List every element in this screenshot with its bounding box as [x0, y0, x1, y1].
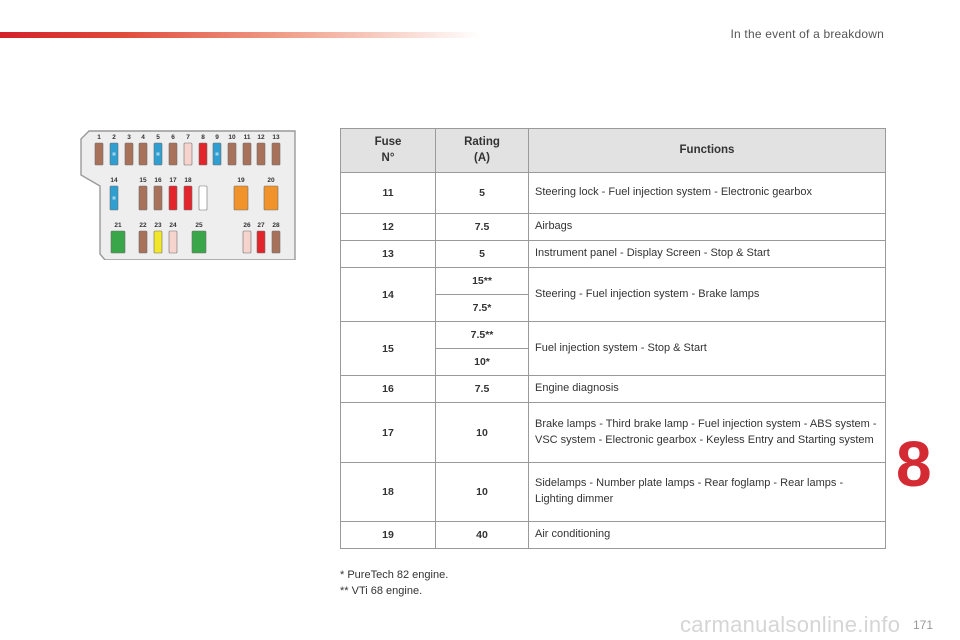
header-rating-line1: Rating: [464, 135, 500, 148]
fuse-15-label: 15: [139, 177, 147, 184]
fuse-18-label: 18: [184, 177, 192, 184]
fuse-19-label: 19: [237, 177, 245, 184]
fuse-21-label: 21: [114, 222, 122, 229]
fuse-16-label: 16: [154, 177, 162, 184]
fuse-function: Steering - Fuel injection system - Brake lamps: [529, 268, 886, 322]
fuse-10-label: 10: [228, 134, 236, 141]
fuse-7-slot: [184, 143, 192, 165]
fuse-rating: 5: [436, 241, 529, 268]
fuse-1-slot: [95, 143, 103, 165]
fuse-27-slot: [257, 231, 265, 253]
fuse-function: Brake lamps - Third brake lamp - Fuel injection system - ABS system - VSC system - Electronic gearbox - Keyless Entry and Starting system: [529, 403, 886, 463]
fuse-rating: 7.5: [436, 376, 529, 403]
fuse-20-label: 20: [267, 177, 275, 184]
fuse-function: Engine diagnosis: [529, 376, 886, 403]
header-rating-line2: (A): [474, 151, 490, 164]
footnotes: [340, 567, 448, 599]
fuse-number: 19: [341, 522, 436, 549]
watermark: carmanualsonline.info: [680, 612, 901, 637]
fuse-14-label: 14: [110, 177, 118, 184]
fuse-12-slot: [257, 143, 265, 165]
fuse-box-svg: [80, 130, 296, 260]
fuse-2-highlight: [113, 153, 116, 156]
table-row: [341, 522, 886, 549]
table-row: [341, 214, 886, 241]
fuse-number: 14: [341, 268, 436, 322]
fuse-6-label: 6: [171, 134, 175, 141]
fuse-rating: 10: [436, 403, 529, 463]
fuse-16-slot: [154, 186, 162, 210]
fuse-3-slot: [125, 143, 133, 165]
fuse-4-label: 4: [141, 134, 145, 141]
fuse-rating: 15**: [436, 268, 529, 295]
fuse-21-slot: [111, 231, 125, 253]
fuse-12-label: 12: [257, 134, 265, 141]
fuse-14-highlight: [113, 197, 116, 200]
fuse-27-label: 27: [257, 222, 265, 229]
footnote-double-asterisk: ** VTi 68 engine.: [340, 585, 423, 597]
fuse-22-label: 22: [139, 222, 147, 229]
fuse-11-label: 11: [243, 134, 251, 141]
fuse-function: Air conditioning: [529, 522, 886, 549]
header-fuse-line2: N°: [381, 151, 395, 164]
fuse-22-slot: [139, 231, 147, 253]
footnote-single-asterisk: * PureTech 82 engine.: [340, 569, 449, 581]
fuse-number: 16: [341, 376, 436, 403]
fuse-3-label: 3: [127, 134, 131, 141]
fuse-empty-slot: [199, 186, 207, 210]
fuse-table: [340, 128, 886, 549]
fuse-number: 18: [341, 463, 436, 522]
fuse-9-highlight: [216, 153, 219, 156]
fuse-9-label: 9: [215, 134, 219, 141]
fuse-7-label: 7: [186, 134, 190, 141]
fuse-18-slot: [184, 186, 192, 210]
fuse-26-slot: [243, 231, 251, 253]
fuse-1-label: 1: [97, 134, 101, 141]
header-rating: [436, 129, 529, 173]
chapter-number: 8: [896, 428, 932, 500]
table-row: [341, 403, 886, 463]
fuse-number: 17: [341, 403, 436, 463]
fuse-rating: 40: [436, 522, 529, 549]
fuse-23-label: 23: [154, 222, 162, 229]
fuse-17-label: 17: [169, 177, 177, 184]
fuse-number: 12: [341, 214, 436, 241]
fuse-26-label: 26: [243, 222, 251, 229]
fuse-rating: 10*: [436, 349, 529, 376]
fuse-11-slot: [243, 143, 251, 165]
fuse-13-label: 13: [272, 134, 280, 141]
fuse-8-slot: [199, 143, 207, 165]
table-row: [341, 376, 886, 403]
fuse-17-slot: [169, 186, 177, 210]
fuse-5-label: 5: [156, 134, 160, 141]
header-functions: Functions: [529, 129, 886, 173]
table-row: [341, 322, 886, 349]
fuse-rating: 7.5**: [436, 322, 529, 349]
fuse-number: 11: [341, 173, 436, 214]
fuse-13-slot: [272, 143, 280, 165]
fuse-6-slot: [169, 143, 177, 165]
fuse-10-slot: [228, 143, 236, 165]
fuse-function: Fuel injection system - Stop & Start: [529, 322, 886, 376]
fuse-4-slot: [139, 143, 147, 165]
fuse-box-diagram: [80, 130, 296, 260]
fuse-23-slot: [154, 231, 162, 253]
fuse-25-slot: [192, 231, 206, 253]
header-fuse: [341, 129, 436, 173]
fuse-rating: 7.5*: [436, 295, 529, 322]
fuse-function: Airbags: [529, 214, 886, 241]
fuse-28-label: 28: [272, 222, 280, 229]
fuse-rating: 7.5: [436, 214, 529, 241]
table-row: [341, 173, 886, 214]
fuse-24-slot: [169, 231, 177, 253]
fuse-20-slot: [264, 186, 278, 210]
table-header-row: [341, 129, 886, 173]
table-row: [341, 463, 886, 522]
fuse-rating: 10: [436, 463, 529, 522]
fuse-15-slot: [139, 186, 147, 210]
header-accent-bar: [0, 32, 480, 38]
fuse-28-slot: [272, 231, 280, 253]
fuse-function: Sidelamps - Number plate lamps - Rear foglamp - Rear lamps - Lighting dimmer: [529, 463, 886, 522]
fuse-function: Steering lock - Fuel injection system - Electronic gearbox: [529, 173, 886, 214]
fuse-25-label: 25: [195, 222, 203, 229]
fuse-rating: 5: [436, 173, 529, 214]
fuse-5-highlight: [157, 153, 160, 156]
page-number: 171: [913, 618, 934, 632]
section-title: In the event of a breakdown: [730, 27, 884, 41]
table-row: [341, 268, 886, 295]
fuse-19-slot: [234, 186, 248, 210]
fuse-number: 15: [341, 322, 436, 376]
table-row: [341, 241, 886, 268]
fuse-2-label: 2: [112, 134, 116, 141]
fuse-8-label: 8: [201, 134, 205, 141]
fuse-number: 13: [341, 241, 436, 268]
fuse-24-label: 24: [169, 222, 177, 229]
fuse-function: Instrument panel - Display Screen - Stop & Start: [529, 241, 886, 268]
header-fuse-line1: Fuse: [374, 135, 402, 148]
